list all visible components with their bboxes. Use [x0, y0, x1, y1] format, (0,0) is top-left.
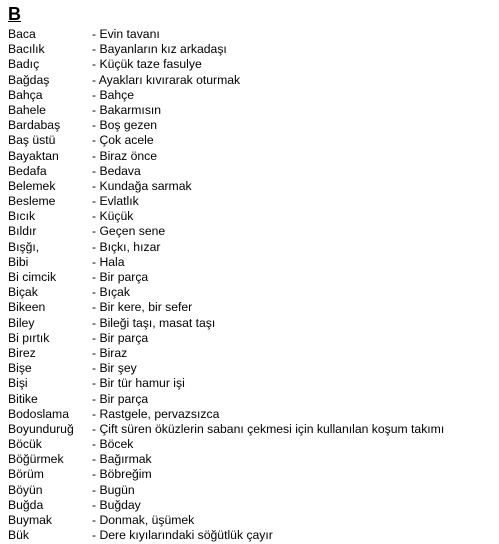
- entry-definition: - Bir parça: [92, 330, 149, 345]
- glossary-entry: [0, 73, 499, 88]
- entry-term: Bişe: [8, 361, 32, 376]
- entry-term: Bedafa: [8, 163, 47, 178]
- entry-definition: - Bıçkı, hızar: [92, 239, 161, 254]
- entry-definition: - Ayakları kıvırarak oturmak: [92, 72, 241, 87]
- glossary-entry: [0, 392, 499, 407]
- entry-definition: - Geçen sene: [92, 224, 166, 239]
- entry-definition: - Dere kıyılarındaki söğütlük çayır: [92, 528, 273, 543]
- glossary-entry: [0, 194, 499, 209]
- entry-term: Bıldır: [8, 224, 37, 239]
- entry-term: Buğda: [8, 497, 44, 512]
- entry-term: Bodoslama: [8, 406, 69, 421]
- entry-term: Bahça: [8, 87, 43, 102]
- glossary-entry: [0, 88, 499, 103]
- entry-term: Bayaktan: [8, 148, 59, 163]
- entry-term: Böğürmek: [8, 452, 64, 467]
- glossary-entry: [0, 133, 499, 148]
- glossary-entry: [0, 300, 499, 315]
- entry-definition: - Rastgele, pervazsızca: [92, 406, 220, 421]
- entry-term: Bıcık: [8, 209, 36, 224]
- entry-term: Boyunduruğ: [8, 421, 74, 436]
- entry-term: Badıç: [8, 57, 40, 72]
- entry-definition: - Küçük: [92, 209, 134, 224]
- entry-term: Bardabaş: [8, 118, 61, 133]
- entry-definition: - Bugün: [92, 482, 135, 497]
- glossary-entry: [0, 255, 499, 270]
- entry-definition: - Biraz önce: [92, 148, 158, 163]
- entry-term: Biley: [8, 315, 35, 330]
- entry-term: Baca: [8, 27, 36, 41]
- glossary-entry: [0, 149, 499, 164]
- glossary-entry: [0, 376, 499, 391]
- entry-definition: - Bir tür hamur işi: [92, 376, 185, 391]
- entry-definition: - Boş gezen: [92, 118, 158, 133]
- glossary-entry: [0, 483, 499, 498]
- entry-term: Bişi: [8, 376, 28, 391]
- entry-term: Bitike: [8, 391, 38, 406]
- entry-definition: - Bağırmak: [92, 452, 152, 467]
- glossary-entry: [0, 164, 499, 179]
- entry-term: Bağdaş: [8, 72, 50, 87]
- entry-definition: - Bir parça: [92, 270, 149, 284]
- entry-term: Bi pırtık: [8, 330, 50, 345]
- glossary-entry: [0, 528, 499, 543]
- entry-definition: - Donmak, üşümek: [92, 513, 195, 527]
- entry-definition: - Bileği taşı, masat taşı: [92, 315, 216, 330]
- entry-definition: - Bir şey: [92, 361, 137, 376]
- entry-definition: - Böcek: [92, 437, 134, 452]
- entry-term: Buymak: [8, 513, 53, 527]
- entry-definition: - Biraz: [92, 345, 128, 360]
- entry-term: Bi cimcik: [8, 270, 57, 284]
- glossary-entry: [0, 498, 499, 513]
- glossary-entry: [0, 285, 499, 300]
- entry-definition: - Böbreğim: [92, 467, 152, 482]
- entry-definition: - Bıçak: [92, 285, 130, 300]
- entry-definition: - Bedava: [92, 163, 141, 178]
- entry-term: Börüm: [8, 467, 44, 482]
- glossary-entry: [0, 361, 499, 376]
- entry-term: Bikeen: [8, 300, 46, 315]
- entry-definition: - Bahçe: [92, 87, 135, 102]
- glossary-entry: [0, 42, 499, 57]
- entry-definition: - Çift süren öküzlerin sabanı çekmesi için kullanılan koşum takımı: [92, 421, 445, 436]
- entry-definition: - Küçük taze fasulye: [92, 57, 202, 72]
- glossary-entry: [0, 118, 499, 133]
- glossary-entry: [0, 103, 499, 118]
- entry-term: Belemek: [8, 178, 56, 193]
- entry-definition: - Evin tavanı: [92, 27, 160, 41]
- glossary-entry: [0, 452, 499, 467]
- glossary-entry: [0, 316, 499, 331]
- glossary-entry: [0, 513, 499, 528]
- entry-term: Bacılık: [8, 42, 45, 57]
- entry-term: Besleme: [8, 194, 56, 209]
- glossary-entry: [0, 270, 499, 285]
- entry-term: Böyün: [8, 482, 43, 497]
- entry-term: Bük: [8, 528, 30, 543]
- entry-definition: - Bir kere, bir sefer: [92, 300, 193, 315]
- glossary-entry: [0, 179, 499, 194]
- entry-term: Bibi: [8, 254, 29, 269]
- glossary-entry: [0, 437, 499, 452]
- entry-definition: - Kundağa sarmak: [92, 178, 192, 193]
- entry-term: Bahele: [8, 102, 46, 117]
- glossary-entry: [0, 407, 499, 422]
- glossary-entry: [0, 467, 499, 482]
- entry-definition: - Bayanların kız arkadaşı: [92, 42, 227, 57]
- glossary-entry: [0, 346, 499, 361]
- glossary-entry: [0, 224, 499, 239]
- glossary-entry: [0, 209, 499, 224]
- entry-definition: - Hala: [92, 254, 125, 269]
- glossary-entry: [0, 240, 499, 255]
- entry-definition: - Buğday: [92, 497, 141, 512]
- entry-term: Baş üstü: [8, 133, 56, 148]
- entry-definition: - Evlatlık: [92, 194, 139, 209]
- glossary-entry: [0, 27, 499, 42]
- entry-definition: - Çok acele: [92, 133, 154, 148]
- entry-definition: - Bir parça: [92, 391, 149, 406]
- entry-term: Biçak: [8, 285, 38, 300]
- entry-term: Bışğı,: [8, 239, 40, 254]
- glossary-entry: [0, 57, 499, 72]
- glossary-entry: [0, 331, 499, 346]
- glossary-entry-list: [0, 27, 499, 543]
- letter-heading: B: [8, 4, 21, 24]
- entry-term: Böcük: [8, 437, 42, 452]
- entry-definition: - Bakarmısın: [92, 102, 162, 117]
- glossary-entry: [0, 422, 499, 437]
- entry-term: Birez: [8, 345, 36, 360]
